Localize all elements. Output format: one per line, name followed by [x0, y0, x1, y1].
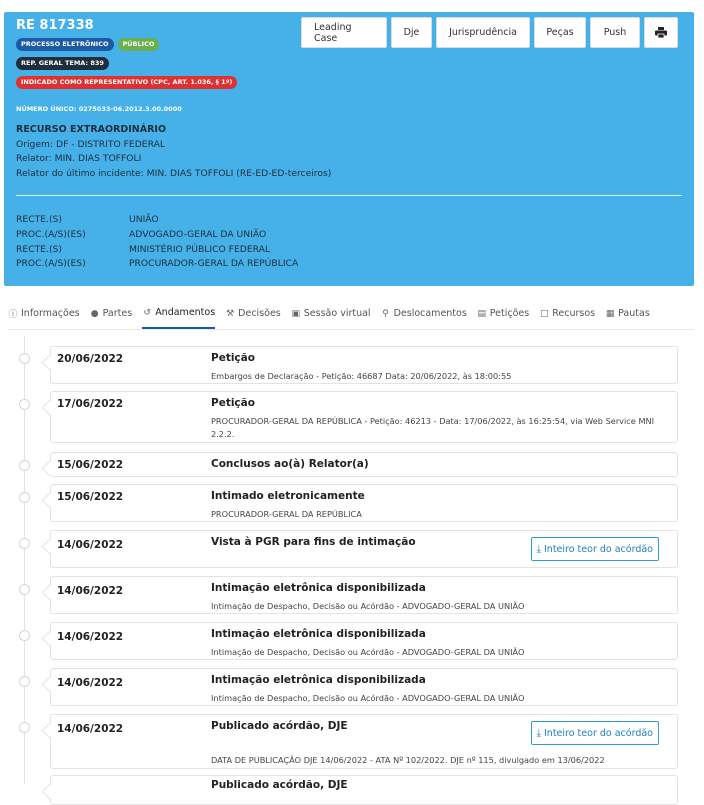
tab-label: Decisões	[238, 308, 281, 319]
andamento-description: PROCURADOR-GERAL DA REPÚBLICA	[211, 509, 362, 519]
andamento-date: 14/06/2022	[57, 631, 124, 643]
andamento-item	[50, 484, 678, 522]
tab-peticoes[interactable]	[477, 298, 529, 329]
andamento-title: Intimação eletrônica disponibilizada	[211, 582, 426, 594]
andamento-date: 14/06/2022	[57, 677, 124, 689]
tab-andamentos[interactable]	[142, 298, 215, 329]
download-icon: ⤓	[536, 543, 541, 555]
download-icon: ⤓	[536, 727, 541, 739]
party-role: RECTE.(S)	[16, 243, 62, 255]
andamento-description: Intimação de Despacho, Decisão ou Acórdão - ADVOGADO-GERAL DA UNIÃO	[211, 693, 525, 703]
andamento-item	[50, 346, 678, 384]
party-row	[16, 243, 298, 258]
andamento-item	[50, 530, 678, 568]
pecas-button[interactable]: Peças	[534, 17, 586, 48]
andamento-title: Intimação eletrônica disponibilizada	[211, 674, 426, 686]
andamento-title: Publicado acórdão, DJE	[211, 779, 348, 791]
header-divider	[16, 195, 682, 196]
andamento-item	[50, 452, 678, 477]
timeline-dot	[19, 584, 30, 595]
tab-deslocamentos[interactable]	[381, 298, 467, 329]
andamento-date: 14/06/2022	[57, 723, 124, 735]
andamento-description: PROCURADOR-GERAL DA REPÚBLICA - Petição: 46213 - Data: 17/06/2022, às 16:25:54, via Web Service MNI 2.2.2.	[211, 416, 655, 439]
timeline-dot	[19, 538, 30, 549]
andamento-date: 14/06/2022	[57, 539, 124, 551]
andamento-item	[50, 391, 678, 443]
andamento-item	[50, 668, 678, 706]
file-icon: □	[539, 308, 549, 319]
party-name: UNIÃO	[129, 214, 159, 225]
map-marker-icon: ⚲	[382, 308, 389, 319]
andamento-date: 15/06/2022	[57, 459, 124, 471]
tab-informacoes[interactable]	[8, 298, 80, 329]
process-header	[4, 12, 694, 286]
andamento-title: Intimação eletrônica disponibilizada	[211, 628, 426, 640]
andamento-date: 15/06/2022	[57, 491, 124, 503]
party-row	[16, 257, 298, 272]
andamento-item	[50, 576, 678, 614]
document-icon: ▤	[477, 308, 487, 319]
party-row	[16, 228, 298, 243]
andamento-title: Conclusos ao(à) Relator(a)	[211, 458, 369, 470]
timeline-dot	[19, 460, 30, 471]
dje-button[interactable]: Dje	[391, 17, 432, 48]
history-icon: ↺	[143, 307, 151, 318]
process-rapporteur: Relator: MIN. DIAS TOFFOLI	[16, 153, 142, 164]
process-tabs	[8, 298, 694, 330]
process-class: RECURSO EXTRAORDINÁRIO	[16, 124, 167, 135]
tab-label: Andamentos	[155, 307, 216, 318]
badge-publico: PÚBLICO	[118, 38, 160, 51]
inteiro-teor-button[interactable]	[531, 537, 659, 561]
andamento-date: 17/06/2022	[57, 398, 124, 410]
inteiro-teor-label: Inteiro teor do acórdão	[544, 727, 653, 739]
tab-sessao-virtual[interactable]	[291, 298, 371, 329]
info-icon: ⓘ	[8, 310, 18, 320]
push-button[interactable]: Push	[590, 17, 640, 48]
calendar-icon: ▦	[605, 308, 615, 319]
tab-label: Pautas	[618, 308, 650, 319]
tab-recursos[interactable]	[539, 298, 595, 329]
party-name: PROCURADOR-GERAL DA REPÚBLICA	[129, 258, 299, 270]
andamento-title: Petição	[211, 352, 255, 364]
badge-repercussao-geral[interactable]: REP. GERAL TEMA: 839	[16, 57, 109, 70]
tab-label: Sessão virtual	[303, 308, 371, 319]
process-meta	[16, 123, 331, 181]
andamento-description: Intimação de Despacho, Decisão ou Acórdão - ADVOGADO-GERAL DA UNIÃO	[211, 601, 525, 611]
process-origin: Origem: DF - DISTRITO FEDERAL	[16, 138, 165, 150]
badge-group	[16, 38, 237, 95]
jurisprudencia-button[interactable]: Jurisprudência	[436, 17, 530, 48]
andamento-title: Publicado acórdão, DJE	[211, 720, 348, 732]
andamento-item	[50, 714, 678, 769]
andamento-description: Intimação de Despacho, Decisão ou Acórdão - ADVOGADO-GERAL DA UNIÃO	[211, 647, 525, 657]
badge-indicado-representativo: INDICADO COMO REPRESENTATIVO (CPC, ART. 1.036, § 1º)	[16, 76, 237, 89]
party-role: PROC.(A/S)(ES)	[16, 258, 86, 270]
party-role: RECTE.(S)	[16, 214, 62, 225]
process-title: RE 817338	[16, 18, 94, 33]
andamento-title: Intimado eletronicamente	[211, 490, 365, 502]
parties-list	[16, 213, 298, 272]
andamento-date: 20/06/2022	[57, 353, 124, 365]
andamento-description: DATA DE PUBLICAÇÃO DJE 14/06/2022 - ATA Nº 102/2022. DJE nº 115, divulgado em 13/06/2022	[211, 755, 605, 765]
inteiro-teor-button[interactable]	[531, 721, 659, 745]
timeline-dot	[19, 722, 30, 733]
numero-unico: NÚMERO ÚNICO: 0275033-06.2012.3.00.0000	[16, 105, 182, 113]
party-name: MINISTÉRIO PÚBLICO FEDERAL	[129, 243, 271, 255]
tab-label: Petições	[489, 308, 530, 319]
tab-label: Informações	[21, 308, 80, 319]
leading-case-button[interactable]: Leading Case	[301, 17, 387, 48]
andamentos-timeline	[0, 336, 704, 791]
monitor-icon: ▣	[291, 308, 301, 319]
party-role: PROC.(A/S)(ES)	[16, 228, 86, 240]
tab-label: Recursos	[552, 308, 596, 319]
print-button[interactable]	[644, 17, 678, 48]
tab-pautas[interactable]	[605, 298, 650, 329]
tab-label: Deslocamentos	[393, 308, 467, 319]
printer-icon	[655, 27, 667, 38]
timeline-dot	[19, 492, 30, 503]
badge-processo-eletronico: PROCESSO ELETRÔNICO	[16, 38, 114, 51]
party-row	[16, 213, 298, 228]
tab-decisoes[interactable]	[225, 298, 281, 329]
inteiro-teor-label: Inteiro teor do acórdão	[544, 543, 653, 555]
process-last-incident-rapporteur: Relator do último incidente: MIN. DIAS TOFFOLI (RE-ED-ED-terceiros)	[16, 167, 332, 179]
tab-label: Partes	[102, 308, 133, 319]
gavel-icon: ⚒	[226, 308, 235, 319]
andamento-date: 14/06/2022	[57, 585, 124, 597]
tab-partes[interactable]	[90, 298, 133, 329]
timeline-dot	[19, 630, 30, 641]
header-toolbar	[301, 17, 678, 48]
andamento-item	[50, 622, 678, 660]
andamento-title: Petição	[211, 397, 255, 409]
users-icon: ●	[90, 308, 99, 319]
timeline-dot	[19, 676, 30, 687]
timeline-dot	[19, 399, 30, 410]
andamento-item	[50, 775, 678, 805]
andamento-description: Embargos de Declaração - Petição: 46687 Data: 20/06/2022, às 18:00:55	[211, 371, 512, 381]
party-name: ADVOGADO-GERAL DA UNIÃO	[129, 228, 267, 240]
andamento-title: Vista à PGR para fins de intimação	[211, 536, 416, 548]
timeline-dot	[19, 353, 30, 364]
